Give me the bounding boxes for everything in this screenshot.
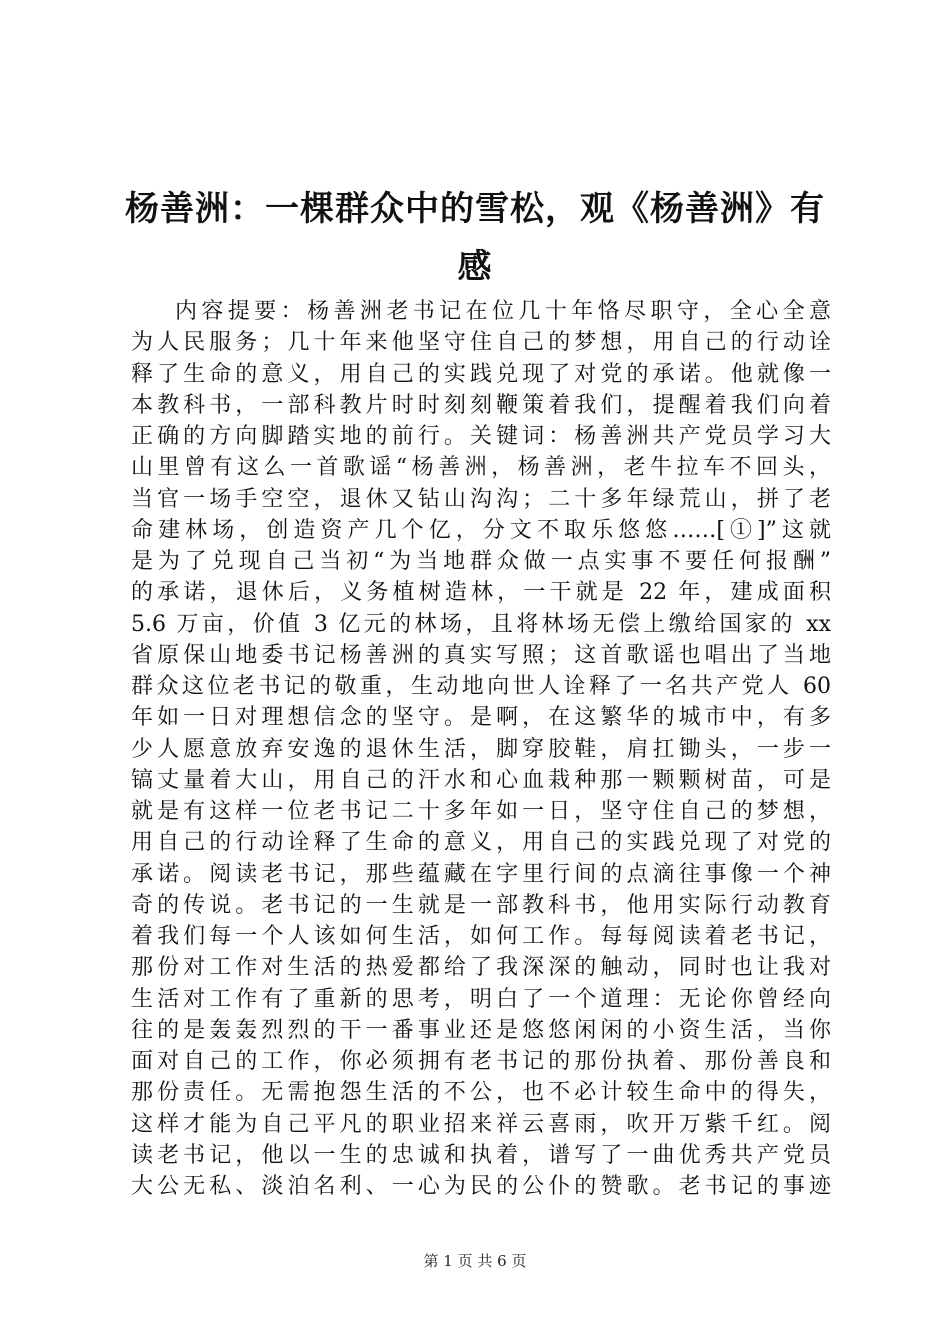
- body-line: 释了生命的意义，用自己的实践兑现了对党的承诺。他就像一: [131, 361, 831, 387]
- body-line: 奇的传说。老书记的一生就是一部教科书，他用实际行动教育: [131, 892, 831, 918]
- body-line: 省原保山地委书记杨善洲的真实写照；这首歌谣也唱出了当地: [131, 642, 831, 668]
- document-body: [131, 296, 831, 1202]
- body-line: 当官一场手空空，退休又钻山沟沟；二十多年绿荒山，拼了老: [131, 486, 831, 512]
- body-line: 命建林场，创造资产几个亿，分文不取乐悠悠……[①]”这就: [131, 517, 831, 543]
- body-line: 承诺。阅读老书记，那些蕴藏在字里行间的点滴往事像一个神: [131, 861, 831, 887]
- body-line: 是为了兑现自己当初“为当地群众做一点实事不要任何报酬”: [131, 549, 831, 574]
- body-line: 少人愿意放弃安逸的退休生活，脚穿胶鞋，肩扛锄头，一步一: [131, 736, 831, 762]
- document-title-line-1: 杨善洲：一棵群众中的雪松，观《杨善洲》有: [125, 189, 825, 229]
- body-line: 内容提要：杨善洲老书记在位几十年恪尽职守，全心全意: [175, 299, 831, 324]
- body-line: 就是有这样一位老书记二十多年如一日，坚守住自己的梦想，: [131, 799, 831, 824]
- body-line: 本教科书，一部科教片时时刻刻鞭策着我们，提醒着我们向着: [131, 392, 831, 418]
- body-line: 正确的方向脚踏实地的前行。关键词：杨善洲共产党员学习大: [131, 424, 831, 449]
- page-footer: 第 1 页 共 6 页: [423, 1252, 527, 1270]
- body-line: 往的是轰轰烈烈的干一番事业还是悠悠闲闲的小资生活，当你: [131, 1017, 831, 1043]
- body-line: 年如一日对理想信念的坚守。是啊，在这繁华的城市中，有多: [131, 705, 831, 731]
- body-line: 为人民服务；几十年来他坚守住自己的梦想，用自己的行动诠: [131, 330, 831, 356]
- body-line: 面对自己的工作，你必须拥有老书记的那份执着、那份善良和: [131, 1049, 831, 1074]
- body-line: 这样才能为自己平凡的职业招来祥云喜雨，吹开万紫千红。阅: [131, 1111, 831, 1137]
- body-line: 群众这位老书记的敬重，生动地向世人诠释了一名共产党人 60: [131, 674, 831, 699]
- body-line: 读老书记，他以一生的忠诚和执着，谱写了一曲优秀共产党员: [131, 1142, 831, 1168]
- body-line: 大公无私、淡泊名利、一心为民的公仆的赞歌。老书记的事迹: [131, 1174, 831, 1199]
- body-line: 那份对工作对生活的热爱都给了我深深的触动，同时也让我对: [131, 955, 831, 981]
- body-line: 的承诺，退休后，义务植树造林，一干就是 22 年，建成面积: [131, 580, 831, 606]
- body-line: 生活对工作有了重新的思考，明白了一个道理：无论你曾经向: [131, 986, 831, 1012]
- body-line: 那份责任。无需抱怨生活的不公，也不必计较生命中的得失，: [131, 1080, 831, 1106]
- body-line: 5.6 万亩，价值 3 亿元的林场，且将林场无偿上缴给国家的 xx: [131, 611, 831, 637]
- body-line: 着我们每一个人该如何生活，如何工作。每每阅读着老书记，: [131, 924, 831, 949]
- body-line: 镐丈量着大山，用自己的汗水和心血栽种那一颗颗树苗，可是: [131, 767, 831, 793]
- body-line: 用自己的行动诠释了生命的意义，用自己的实践兑现了对党的: [131, 830, 831, 856]
- body-line: 山里曾有这么一首歌谣“杨善洲，杨善洲，老牛拉车不回头，: [131, 455, 831, 481]
- document-title-line-2: 感: [457, 247, 493, 287]
